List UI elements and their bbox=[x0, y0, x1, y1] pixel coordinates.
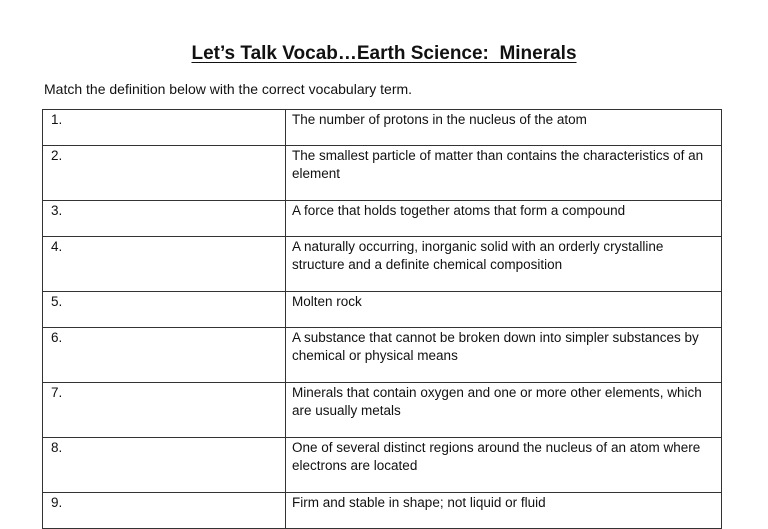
term-cell-3[interactable]: 3. bbox=[43, 201, 286, 237]
table-row bbox=[43, 110, 722, 146]
definition-cell-2: The smallest particle of matter than contains the characteristics of an element bbox=[286, 146, 722, 201]
definition-cell-5: Molten rock bbox=[286, 292, 722, 328]
table-row bbox=[43, 292, 722, 328]
definition-cell-7: Minerals that contain oxygen and one or more other elements, which are usually metals bbox=[286, 383, 722, 438]
instructions-text: Match the definition below with the correct vocabulary term. bbox=[44, 81, 413, 97]
term-cell-4[interactable]: 4. bbox=[43, 237, 286, 292]
term-cell-5[interactable]: 5. bbox=[43, 292, 286, 328]
definition-cell-9: Firm and stable in shape; not liquid or fluid bbox=[286, 493, 722, 529]
table-row bbox=[43, 328, 722, 383]
definition-cell-1: The number of protons in the nucleus of the atom bbox=[286, 110, 722, 146]
table-row bbox=[43, 493, 722, 529]
term-cell-6[interactable]: 6. bbox=[43, 328, 286, 383]
table-row bbox=[43, 201, 722, 237]
definition-cell-4: A naturally occurring, inorganic solid with an orderly crystalline structure and a definite chemical composition bbox=[286, 237, 722, 292]
definition-cell-3: A force that holds together atoms that form a compound bbox=[286, 201, 722, 237]
term-cell-1[interactable]: 1. bbox=[43, 110, 286, 146]
document-title: Let’s Talk Vocab…Earth Science: Minerals bbox=[191, 43, 577, 64]
term-cell-2[interactable]: 2. bbox=[43, 146, 286, 201]
vocab-table bbox=[42, 109, 722, 529]
table-row bbox=[43, 438, 722, 493]
term-cell-7[interactable]: 7. bbox=[43, 383, 286, 438]
term-cell-8[interactable]: 8. bbox=[43, 438, 286, 493]
table-row bbox=[43, 237, 722, 292]
table-row bbox=[43, 383, 722, 438]
term-cell-9[interactable]: 9. bbox=[43, 493, 286, 529]
definition-cell-6: A substance that cannot be broken down into simpler substances by chemical or physical means bbox=[286, 328, 722, 383]
table-row bbox=[43, 146, 722, 201]
definition-cell-8: One of several distinct regions around the nucleus of an atom where electrons are located bbox=[286, 438, 722, 493]
